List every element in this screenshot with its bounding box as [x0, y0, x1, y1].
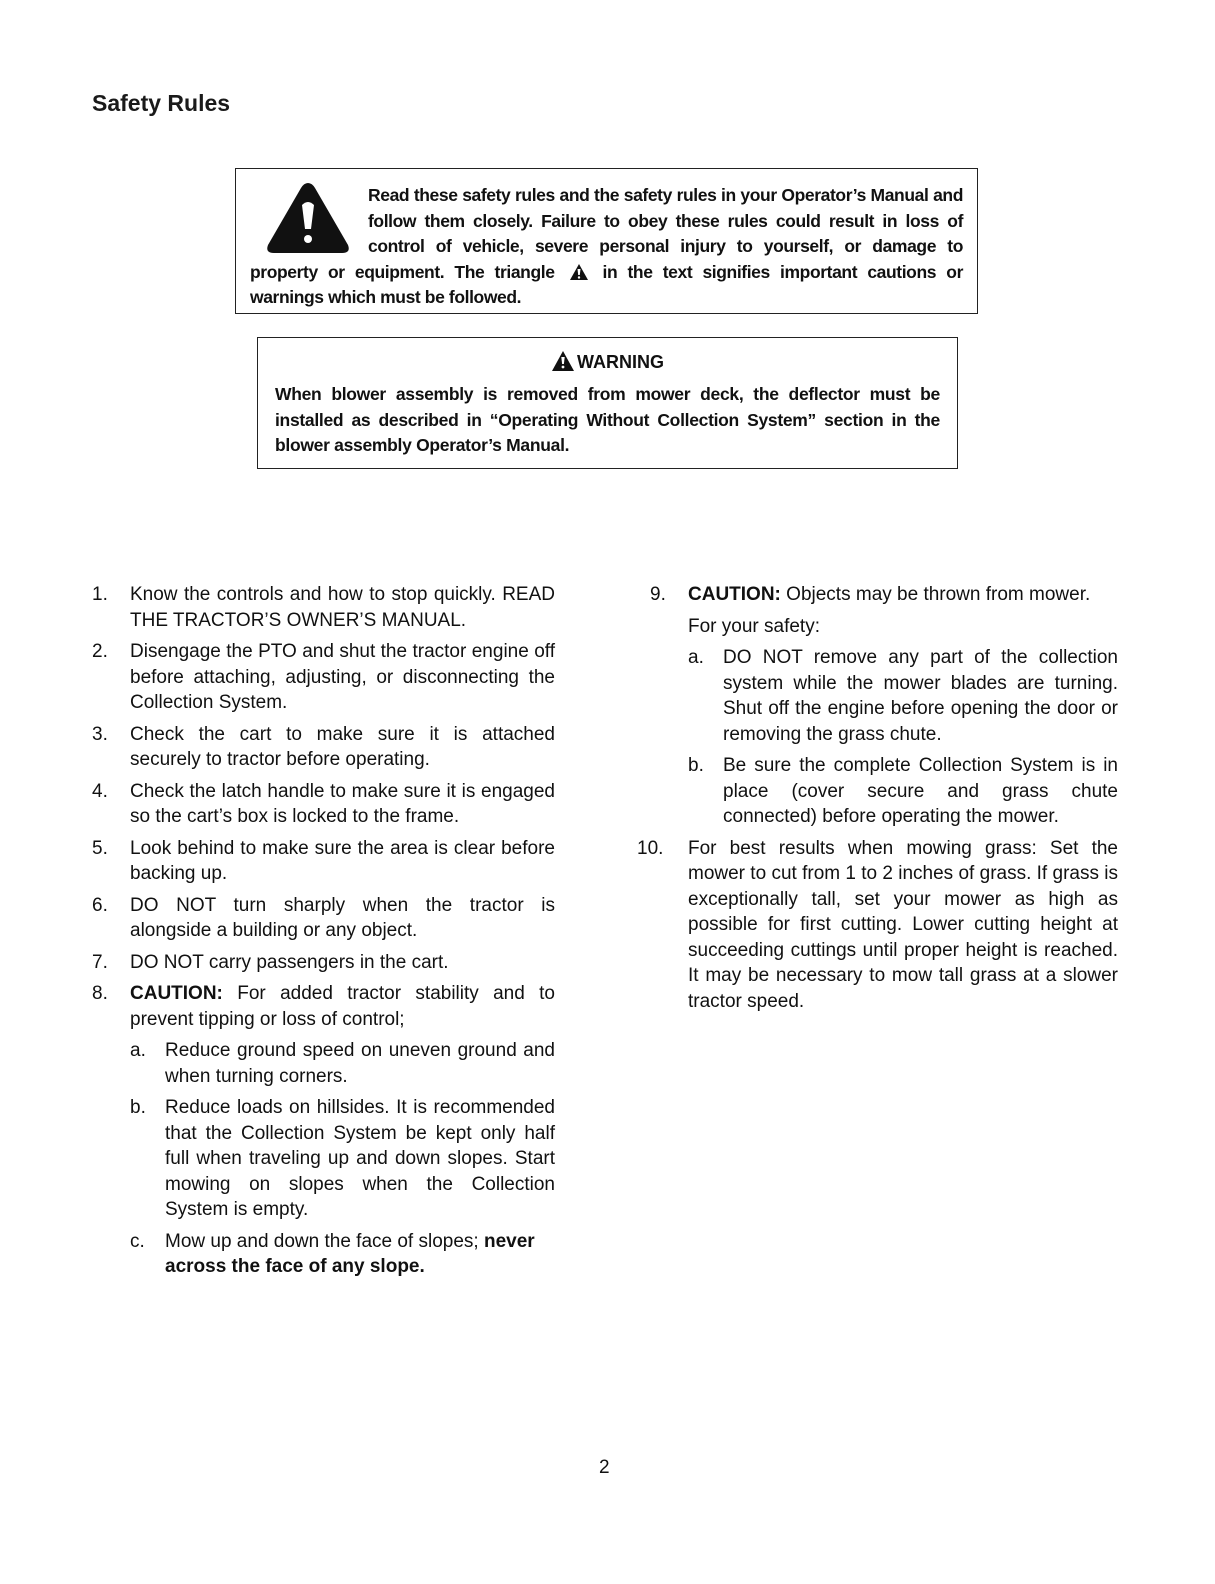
item-text: For added tractor stability and to prevent tipping or loss of control; [130, 983, 555, 1030]
item-text: For best results when mowing grass: Set the mower to cut from 1 to 2 inches of grass. If grass is exceptionally tall, set your mower as high as possible for first cutting. Lower cutting height at succeeding cuttings until proper height is reached. It may be necessary to mow tall grass at a slower tractor speed. [688, 837, 1118, 1012]
item-number: 10. [637, 837, 664, 859]
right-column [637, 582, 1118, 1020]
sub-item [130, 1095, 555, 1223]
item-number: 1. [92, 584, 108, 605]
page-number: 2 [599, 1457, 610, 1478]
item-text: Look behind to make sure the area is clear before backing up. [130, 837, 555, 884]
item-text: DO NOT turn sharply when the tractor is alongside a building or any object. [130, 894, 555, 941]
list-item [637, 836, 1118, 1015]
safety-intro-text: Read these safety rules and the safety rules in your Operator’s Manual and follow them closely. Failure to obey these rules could result in loss of control of vehicle, severe personal injury to yourself, or damage to property or equipment. The triangle in the text signifies important cautions or warnings which must be followed. [250, 185, 963, 307]
item-number: 4. [92, 780, 108, 802]
sub-letter: c. [130, 1230, 145, 1252]
sub-item [688, 753, 1118, 830]
sub-text: Reduce ground speed on uneven ground and when turning corners. [165, 1040, 555, 1087]
item-number: 3. [92, 723, 108, 745]
item-note: For your safety: [688, 615, 820, 637]
sub-letter: b. [130, 1097, 146, 1118]
item-number: 7. [92, 951, 108, 973]
list-item [92, 779, 555, 830]
item-number: 6. [92, 894, 108, 916]
sub-item [688, 645, 1118, 747]
page-title: Safety Rules [92, 90, 231, 116]
sub-letter: a. [130, 1040, 146, 1061]
item-text: Know the controls and how to stop quickly. READ THE TRACTOR’S OWNER’S MANUAL. [130, 584, 555, 631]
warning-heading [258, 350, 957, 373]
sub-bold-text: never across the face of any slope. [165, 1230, 535, 1277]
item-number: 2. [92, 641, 108, 662]
warning-label: WARNING [577, 352, 664, 372]
item-number: 8. [92, 983, 108, 1004]
item-text: Check the cart to make sure it is attached securely to tractor before operating. [130, 723, 555, 770]
sub-letter: a. [688, 647, 704, 668]
list-item [92, 981, 555, 1280]
inline-warning-triangle-icon [569, 263, 589, 281]
list-item [92, 582, 555, 633]
sub-text: Mow up and down the face of slopes; [165, 1230, 479, 1252]
caution-label: CAUTION: [130, 983, 223, 1004]
caution-label: CAUTION: [688, 584, 781, 605]
item-text: Check the latch handle to make sure it is engaged so the cart’s box is locked to the frame. [130, 780, 555, 827]
list-item [92, 836, 555, 887]
list-item [92, 722, 555, 773]
sub-item [130, 1038, 555, 1089]
item-text: DO NOT carry passengers in the cart. [130, 951, 449, 973]
item-text: Disengage the PTO and shut the tractor engine off before attaching, adjusting, or disconnecting the Collection System. [130, 641, 555, 713]
sub-item [130, 1229, 555, 1280]
sub-text: Reduce loads on hillsides. It is recommended that the Collection System be kept only half full when traveling up and down slopes. Start mowing on slopes when the Collection System is empty. [165, 1097, 555, 1220]
list-item [650, 582, 1118, 830]
warning-triangle-icon [551, 350, 575, 372]
warning-box [257, 337, 958, 469]
item-number: 5. [92, 837, 108, 859]
item-number: 9. [650, 584, 666, 605]
warning-text: When blower assembly is removed from mower deck, the deflector must be installed as described in “Operating Without Collection System” section in the blower assembly Operator’s Manual. [275, 384, 940, 455]
safety-intro-box [235, 168, 978, 314]
list-item [92, 639, 555, 716]
item-text: Objects may be thrown from mower. [780, 584, 1091, 605]
list-item [92, 950, 555, 976]
list-item [92, 893, 555, 944]
sub-text: DO NOT remove any part of the collection system while the mower blades are turning. Shut off the engine before opening the door or removing the grass chute. [723, 647, 1118, 745]
sub-letter: b. [688, 755, 704, 776]
left-column [92, 582, 555, 1286]
sub-text: Be sure the complete Collection System is in place (cover secure and grass chute connected) before operating the mower. [723, 755, 1118, 827]
